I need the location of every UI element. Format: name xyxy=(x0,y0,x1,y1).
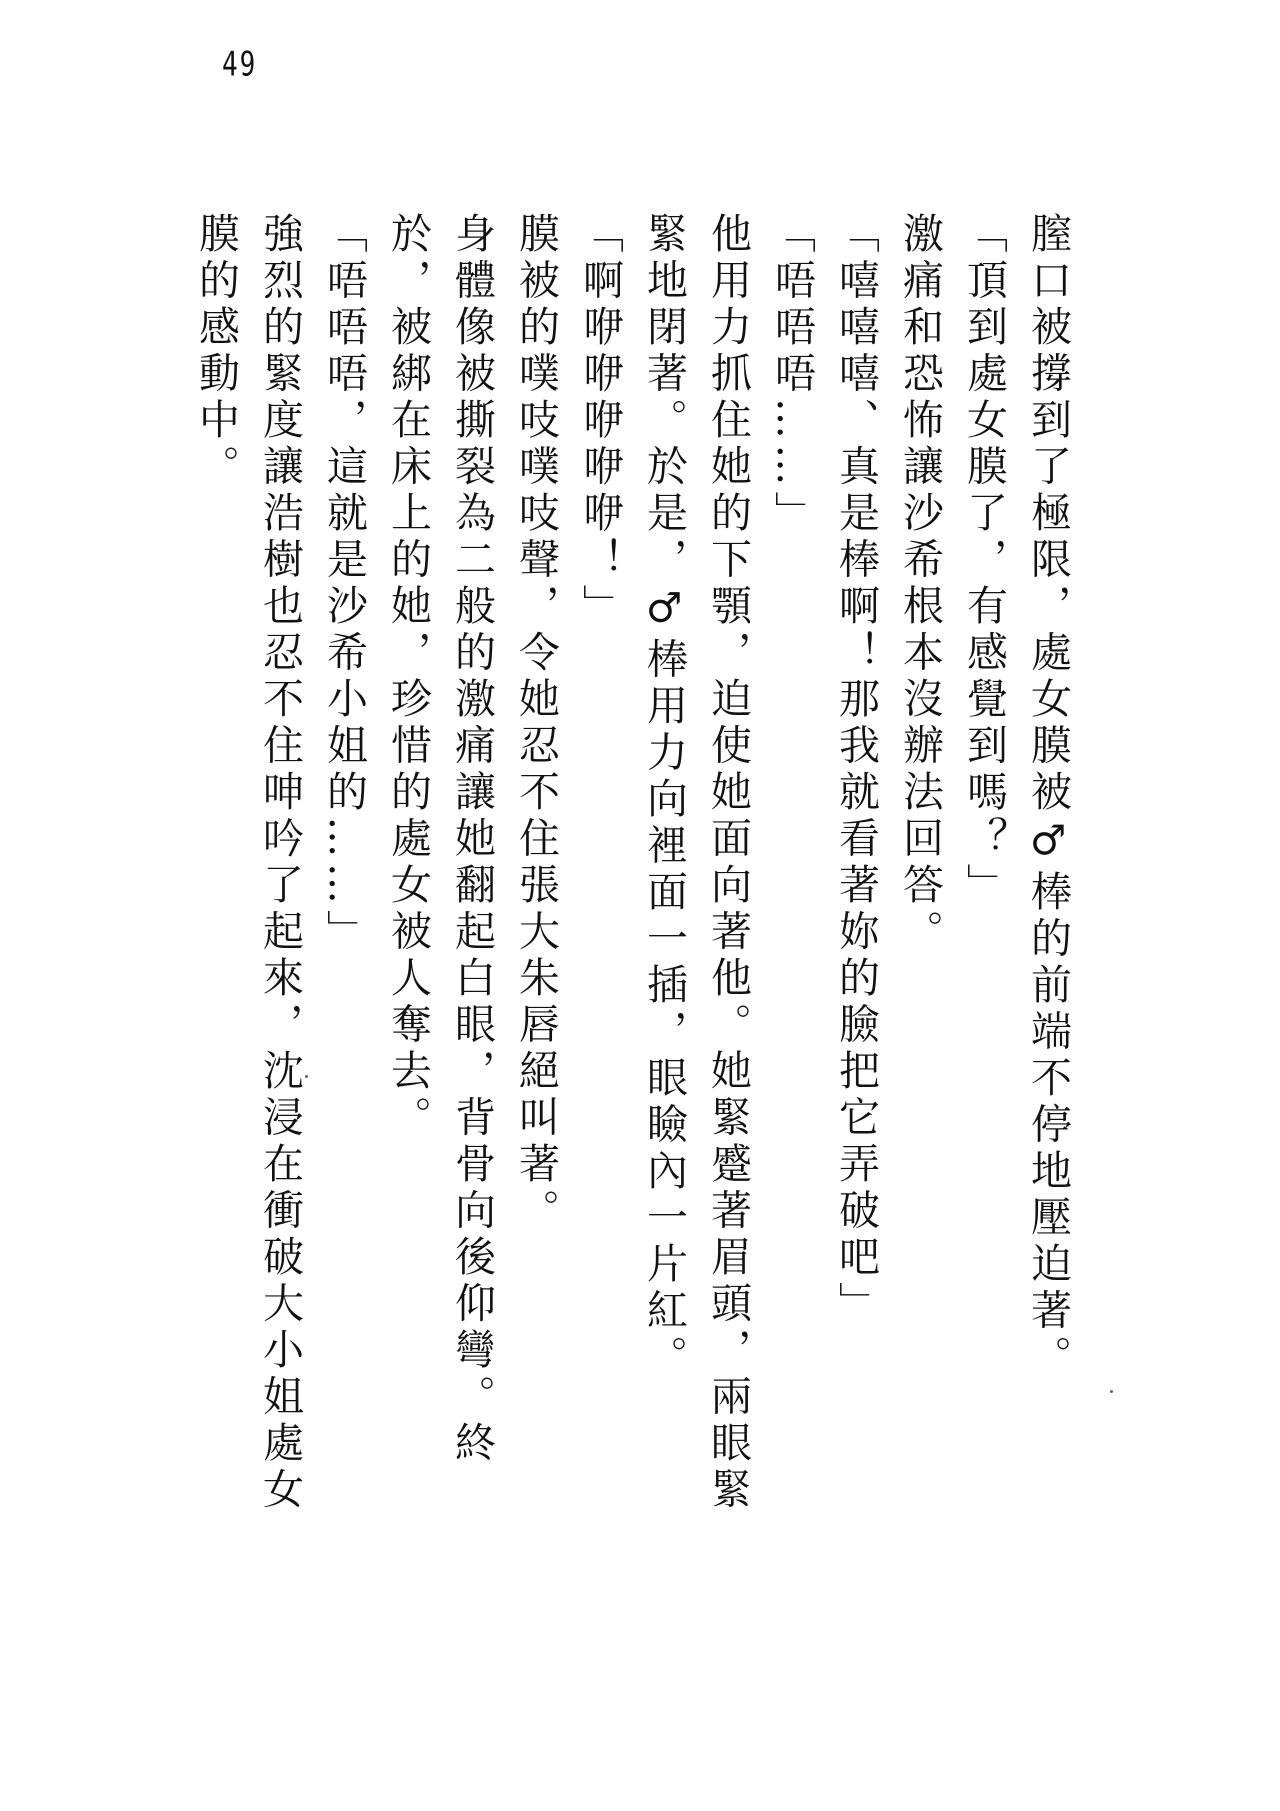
text-line: 身體像被撕裂為二般的激痛讓她翻起白眼，背骨向後仰彎。終 xyxy=(448,212,496,1468)
text-line: 緊地閉著。於是，♂棒用力向裡面一插，眼瞼內一片紅。 xyxy=(640,212,688,1382)
scan-speck xyxy=(1110,1390,1113,1393)
text-line: 膣口被撐到了極限，處女膜被♂棒的前端不停地壓迫著。 xyxy=(1024,212,1072,1382)
text-line: 激痛和恐怖讓沙希根本沒辦法回答。 xyxy=(896,212,944,956)
text-line: 「唔唔唔，這就是沙希小姐的……」 xyxy=(320,212,368,956)
vertical-text-body xyxy=(184,212,1080,1612)
scan-speck xyxy=(305,1075,308,1078)
text-line: 於，被綁在床上的她，珍惜的處女被人奪去。 xyxy=(384,212,432,1142)
text-line: 膜被的噗吱噗吱聲，令她忍不住張大朱唇絕叫著。 xyxy=(512,212,560,1235)
page-number: 49 xyxy=(222,45,258,85)
text-line: 膜的感動中。 xyxy=(192,212,240,491)
text-line: 「啊咿咿咿咿咿！」 xyxy=(576,212,624,631)
text-line: 「嘻嘻嘻、真是棒啊！那我就看著妳的臉把它弄破吧」 xyxy=(832,212,880,1328)
text-line: 「唔唔唔……」 xyxy=(768,212,816,538)
text-line: 強烈的緊度讓浩樹也忍不住呻吟了起來，沈浸在衝破大小姐處女 xyxy=(256,212,304,1514)
text-line: 「頂到處女膜了，有感覺到嗎？」 xyxy=(960,212,1008,910)
text-line: 他用力抓住她的下顎，迫使她面向著他。她緊蹙著眉頭，兩眼緊 xyxy=(704,212,752,1514)
